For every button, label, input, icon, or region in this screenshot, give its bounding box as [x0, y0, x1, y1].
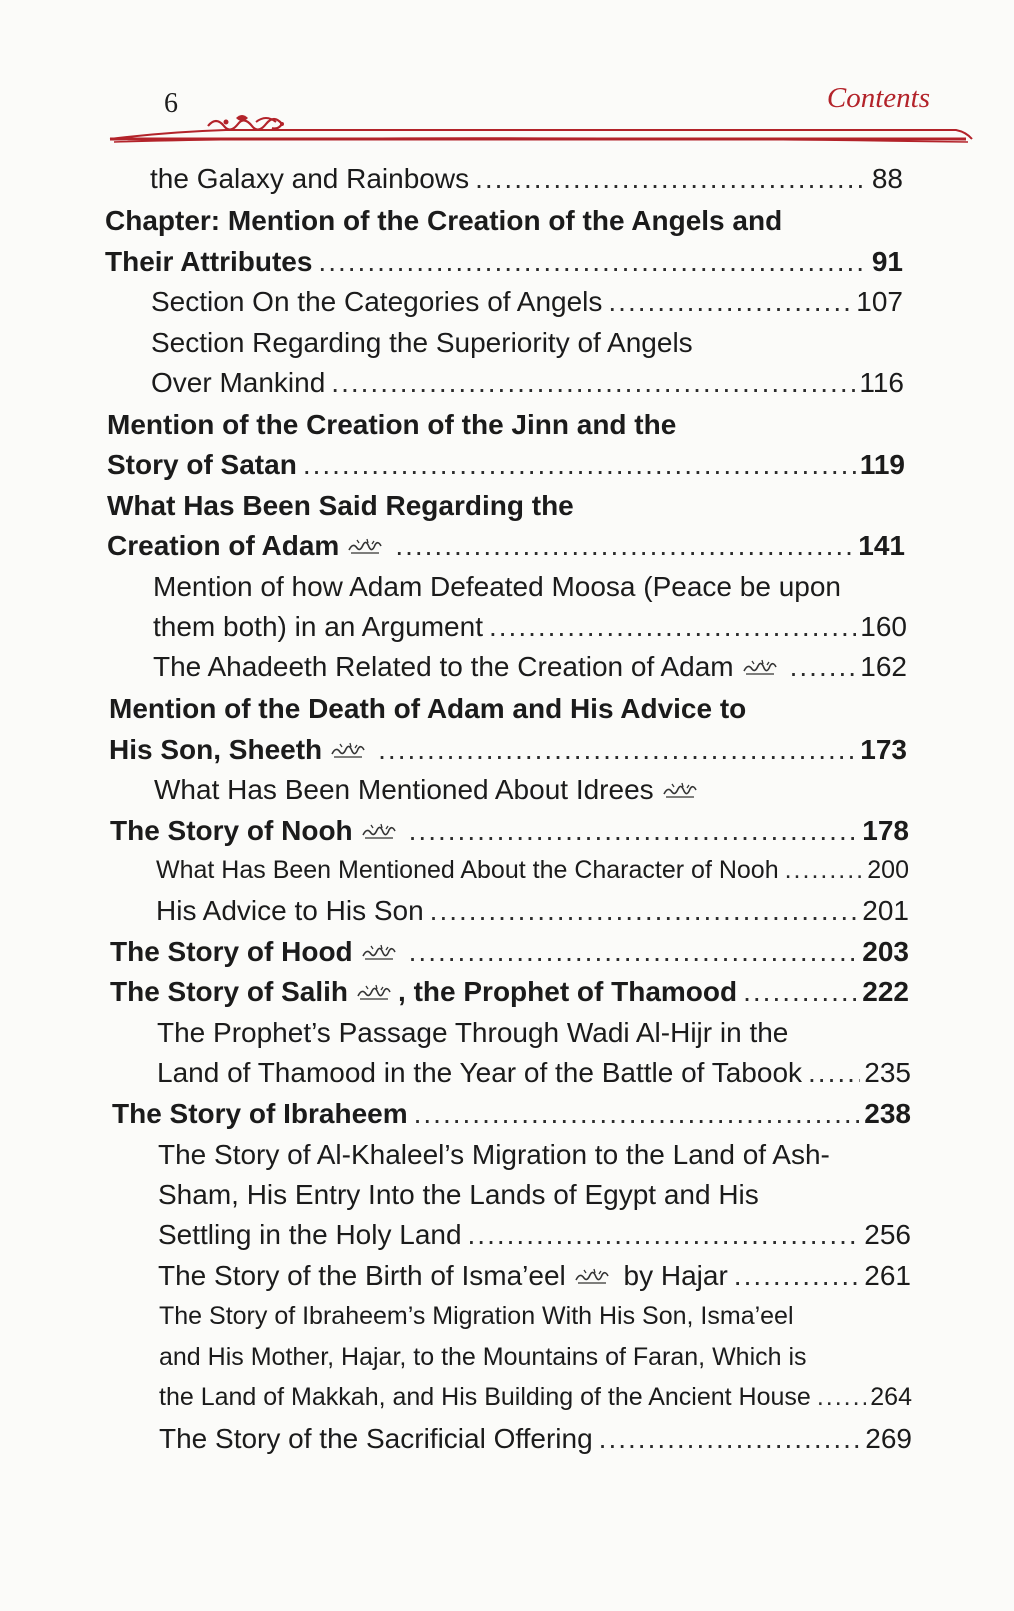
toc-chapter-entry [110, 810, 909, 851]
toc-section-entry [158, 1214, 911, 1255]
toc-section-entry [157, 1012, 909, 1053]
entry-title: His Son, Sheeth [109, 734, 323, 765]
dot-leader [608, 281, 852, 322]
alayhis-salaam-calligraphy-icon [662, 780, 698, 800]
entry-page-number: 107 [856, 286, 903, 317]
toc-chapter-entry [107, 485, 905, 526]
entry-page-number: 162 [860, 651, 907, 682]
alayhis-salaam-calligraphy-icon [330, 740, 366, 760]
entry-page-number: 119 [859, 449, 905, 480]
entry-title: the Galaxy and Rainbows [150, 163, 470, 194]
dot-leader [318, 241, 867, 282]
toc-chapter-entry [112, 1093, 911, 1134]
toc-chapter-entry [110, 931, 909, 972]
toc-section-entry [153, 606, 907, 647]
toc-chapter-entry [107, 525, 905, 566]
alayhis-salaam-calligraphy-icon [356, 982, 392, 1002]
toc-chapter-entry [105, 200, 903, 241]
entry-page-number: 160 [860, 611, 907, 642]
entry-title: The Ahadeeth Related to the Creation of Adam [153, 651, 734, 682]
dot-leader [734, 1255, 860, 1296]
toc-section-entry [158, 1255, 911, 1296]
dot-leader [785, 850, 864, 891]
entry-page-number: 178 [862, 815, 909, 846]
dot-leader [475, 158, 868, 199]
entry-title: The Story of the Birth of Isma’eel [158, 1260, 566, 1291]
entry-title: Land of Thamood in the Year of the Battle of Tabook [157, 1057, 803, 1088]
entry-title: The Story of Salih [110, 976, 349, 1007]
toc-chapter-entry [110, 971, 909, 1012]
entry-page-number: 256 [864, 1219, 911, 1250]
entry-title: Mention of the Creation of the Jinn and the [107, 409, 677, 440]
alayhis-salaam-calligraphy-icon [347, 536, 383, 556]
toc-section-entry [153, 646, 907, 687]
dot-leader [395, 525, 854, 566]
entry-title: Section Regarding the Superiority of Angels [151, 327, 693, 358]
toc-section-entry [159, 1337, 912, 1378]
toc-section-entry [158, 1174, 911, 1215]
dot-leader [599, 1418, 862, 1459]
entry-title-continued: , the Prophet of Thamood [398, 976, 738, 1007]
dot-leader [468, 1214, 861, 1255]
alayhis-salaam-calligraphy-icon [361, 942, 397, 962]
dot-leader [430, 890, 859, 931]
dot-leader [414, 1093, 861, 1134]
entry-page-number: 222 [862, 976, 909, 1007]
dot-leader [303, 444, 856, 485]
dot-leader [808, 1052, 860, 1093]
toc-section-entry [157, 1052, 911, 1093]
toc-section-entry [158, 1134, 911, 1175]
entry-title: Over Mankind [151, 367, 326, 398]
toc-section-entry [159, 1418, 912, 1459]
entry-page-number: 200 [867, 856, 909, 884]
entry-title: The Story of Al-Khaleel’s Migration to the Land of Ash- [158, 1139, 830, 1170]
toc-section-entry [154, 769, 907, 810]
page-number: 6 [164, 88, 178, 119]
entry-title: them both) in an Argument [153, 611, 483, 642]
entry-title: The Story of Hood [110, 936, 353, 967]
entry-title: The Prophet’s Passage Through Wadi Al-Hijr in the [157, 1017, 789, 1048]
running-title: Contents [826, 82, 930, 114]
entry-title: Mention of the Death of Adam and His Advice to [109, 693, 747, 724]
toc-section-entry [159, 1377, 912, 1418]
entry-title: Settling in the Holy Land [158, 1219, 462, 1250]
entry-title: His Advice to His Son [156, 895, 424, 926]
entry-page-number: 91 [871, 246, 903, 277]
entry-title: The Story of Ibraheem [112, 1098, 408, 1129]
entry-page-number: 116 [859, 367, 904, 398]
entry-title: Story of Satan [107, 449, 297, 480]
alayhis-salaam-calligraphy-icon [574, 1266, 610, 1286]
entry-title: Section On the Categories of Angels [151, 286, 603, 317]
dot-leader [331, 362, 855, 403]
toc-chapter-entry [107, 444, 905, 485]
dot-leader [489, 606, 856, 647]
alayhis-salaam-calligraphy-icon [742, 657, 778, 677]
entry-page-number: 141 [858, 530, 905, 561]
entry-page-number: 173 [860, 734, 907, 765]
toc-chapter-entry [105, 241, 903, 282]
toc-section-entry [156, 850, 909, 891]
entry-page-number: 238 [864, 1098, 911, 1129]
toc-section-entry [153, 566, 905, 607]
entry-title: Mention of how Adam Defeated Moosa (Peace be upon [153, 571, 841, 602]
entry-title: What Has Been Mentioned About the Character of Nooh [156, 856, 779, 884]
dot-leader [409, 931, 859, 972]
toc-chapter-entry [107, 404, 905, 445]
toc-section-entry [159, 1296, 912, 1337]
entry-page-number: 269 [865, 1423, 912, 1454]
dot-leader [409, 810, 859, 851]
entry-title: What Has Been Said Regarding the [107, 490, 574, 521]
alayhis-salaam-calligraphy-icon [361, 821, 397, 841]
toc-section-entry [156, 890, 909, 931]
entry-title: The Story of the Sacrificial Offering [159, 1423, 593, 1454]
entry-page-number: 88 [871, 163, 903, 194]
dot-leader [743, 971, 858, 1012]
entry-title: Chapter: Mention of the Creation of the Angels and [105, 205, 783, 236]
entry-title: The Story of Nooh [110, 815, 353, 846]
toc-section-entry [151, 281, 903, 322]
entry-title-continued: by Hajar [615, 1260, 728, 1291]
dot-leader [378, 729, 856, 770]
dot-leader [790, 646, 857, 687]
entry-title: and His Mother, Hajar, to the Mountains of Faran, Which is [159, 1343, 807, 1371]
toc-section-entry [151, 362, 904, 403]
entry-title: The Story of Ibraheem’s Migration With His Son, Isma’eel [159, 1302, 794, 1330]
toc-chapter-entry [109, 688, 907, 729]
entry-page-number: 203 [862, 936, 909, 967]
entry-title: the Land of Makkah, and His Building of the Ancient House [159, 1383, 811, 1411]
entry-page-number: 264 [870, 1383, 912, 1411]
dot-leader [817, 1377, 866, 1418]
toc-section-entry [150, 158, 903, 199]
entry-page-number: 201 [862, 895, 909, 926]
toc-section-entry [151, 322, 903, 363]
entry-title: Sham, His Entry Into the Lands of Egypt and His [158, 1179, 759, 1210]
entry-page-number: 261 [864, 1260, 911, 1291]
entry-title: What Has Been Mentioned About Idrees [154, 774, 654, 805]
entry-title: Their Attributes [105, 246, 313, 277]
entry-page-number: 235 [864, 1057, 911, 1088]
toc-chapter-entry [109, 729, 907, 770]
entry-title: Creation of Adam [107, 530, 340, 561]
